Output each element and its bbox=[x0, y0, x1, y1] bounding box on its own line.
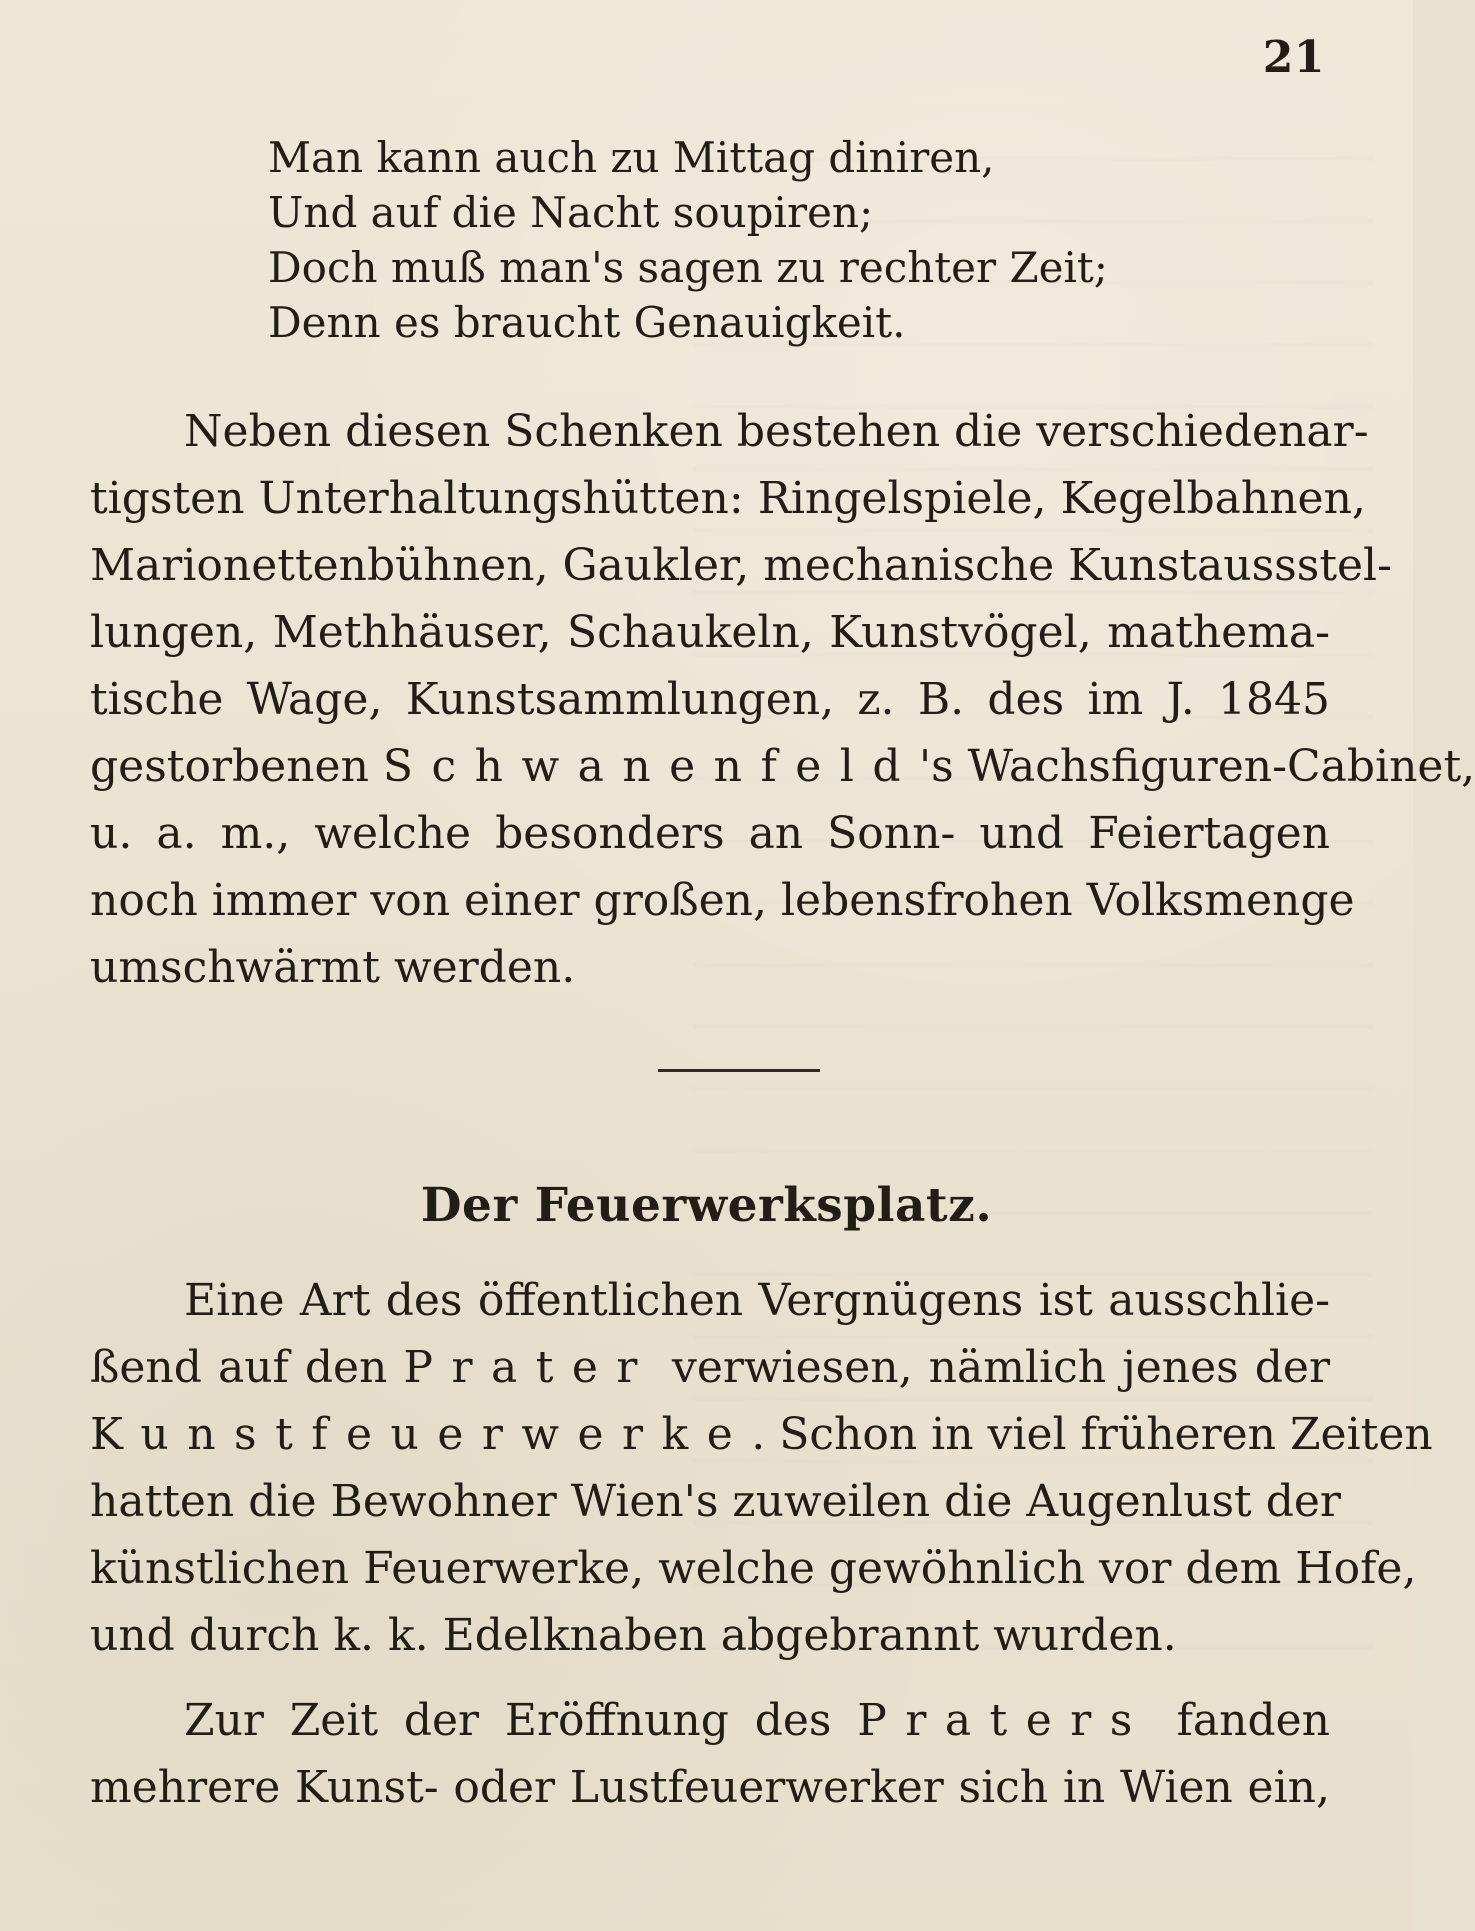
section-heading: Der Feuerwerksplatz. bbox=[420, 1178, 993, 1233]
text-segment: ßend auf den bbox=[90, 1342, 404, 1393]
text-segment: gestorbenen bbox=[90, 741, 383, 792]
text-segment: 's Wachsfiguren-Cabinet, bbox=[918, 741, 1475, 792]
text-line: noch immer von einer großen, lebensfrohen Volksmenge bbox=[90, 875, 1355, 926]
text-line: und durch k. k. Edelknaben abgebrannt wurden. bbox=[90, 1610, 1177, 1661]
verse-block bbox=[268, 130, 1108, 350]
text-line-with-spaced-name bbox=[90, 1687, 1330, 1754]
verse-line: Man kann auch zu Mittag diniren, bbox=[268, 133, 995, 182]
text-line-with-spaced-term bbox=[90, 1401, 1433, 1468]
text-segment: verwiesen, nämlich jenes der bbox=[655, 1342, 1330, 1393]
text-line: Neben diesen Schenken bestehen die verschiedenar- bbox=[184, 406, 1369, 457]
text-line: Eine Art des öffentlichen Vergnügens ist ausschlie- bbox=[184, 1275, 1330, 1326]
spaced-proper-name: Prater bbox=[403, 1342, 656, 1393]
text-segment: Zur Zeit der Eröffnung des bbox=[184, 1695, 858, 1746]
page-number: 21 bbox=[1262, 32, 1325, 83]
spaced-proper-name: Schwanenfeld bbox=[382, 741, 919, 792]
text-line-with-spaced-name bbox=[90, 1334, 1330, 1401]
spaced-proper-name: Praters bbox=[857, 1695, 1151, 1746]
text-line: Marionettenbühnen, Gaukler, mechanische Kunstaussstel- bbox=[90, 540, 1392, 591]
text-line: umschwärmt werden. bbox=[90, 942, 576, 993]
text-line-with-spaced-name bbox=[90, 733, 1475, 800]
verse-line: Doch muß man's sagen zu rechter Zeit; bbox=[268, 243, 1108, 292]
text-line: u. a. m., welche besonders an Sonn- und Feiertagen bbox=[90, 808, 1330, 859]
text-line: künstlichen Feuerwerke, welche gewöhnlich vor dem Hofe, bbox=[90, 1543, 1417, 1594]
text-segment: . Schon in viel früheren Zeiten bbox=[751, 1409, 1433, 1460]
paragraph-fireworks bbox=[90, 1267, 1433, 1669]
paragraph-opening bbox=[90, 1687, 1330, 1821]
text-line: tigsten Unterhaltungshütten: Ringelspiele, Kegelbahnen, bbox=[90, 473, 1366, 524]
text-line: tische Wage, Kunstsammlungen, z. B. des im J. 1845 bbox=[90, 674, 1330, 725]
verse-line: Und auf die Nacht soupiren; bbox=[268, 188, 874, 237]
text-segment: fanden bbox=[1150, 1695, 1330, 1746]
verse-line: Denn es braucht Genauigkeit. bbox=[268, 298, 906, 347]
text-line: mehrere Kunst- oder Lustfeuerwerker sich in Wien ein, bbox=[90, 1762, 1330, 1813]
text-line: lungen, Methhäuser, Schaukeln, Kunstvögel, mathema- bbox=[90, 607, 1330, 658]
text-line: hatten die Bewohner Wien's zuweilen die Augenlust der bbox=[90, 1476, 1341, 1527]
spaced-term: Kunstfeuerwerke bbox=[90, 1409, 752, 1460]
paragraph-entertainments bbox=[90, 398, 1475, 1001]
section-divider bbox=[658, 1069, 820, 1072]
